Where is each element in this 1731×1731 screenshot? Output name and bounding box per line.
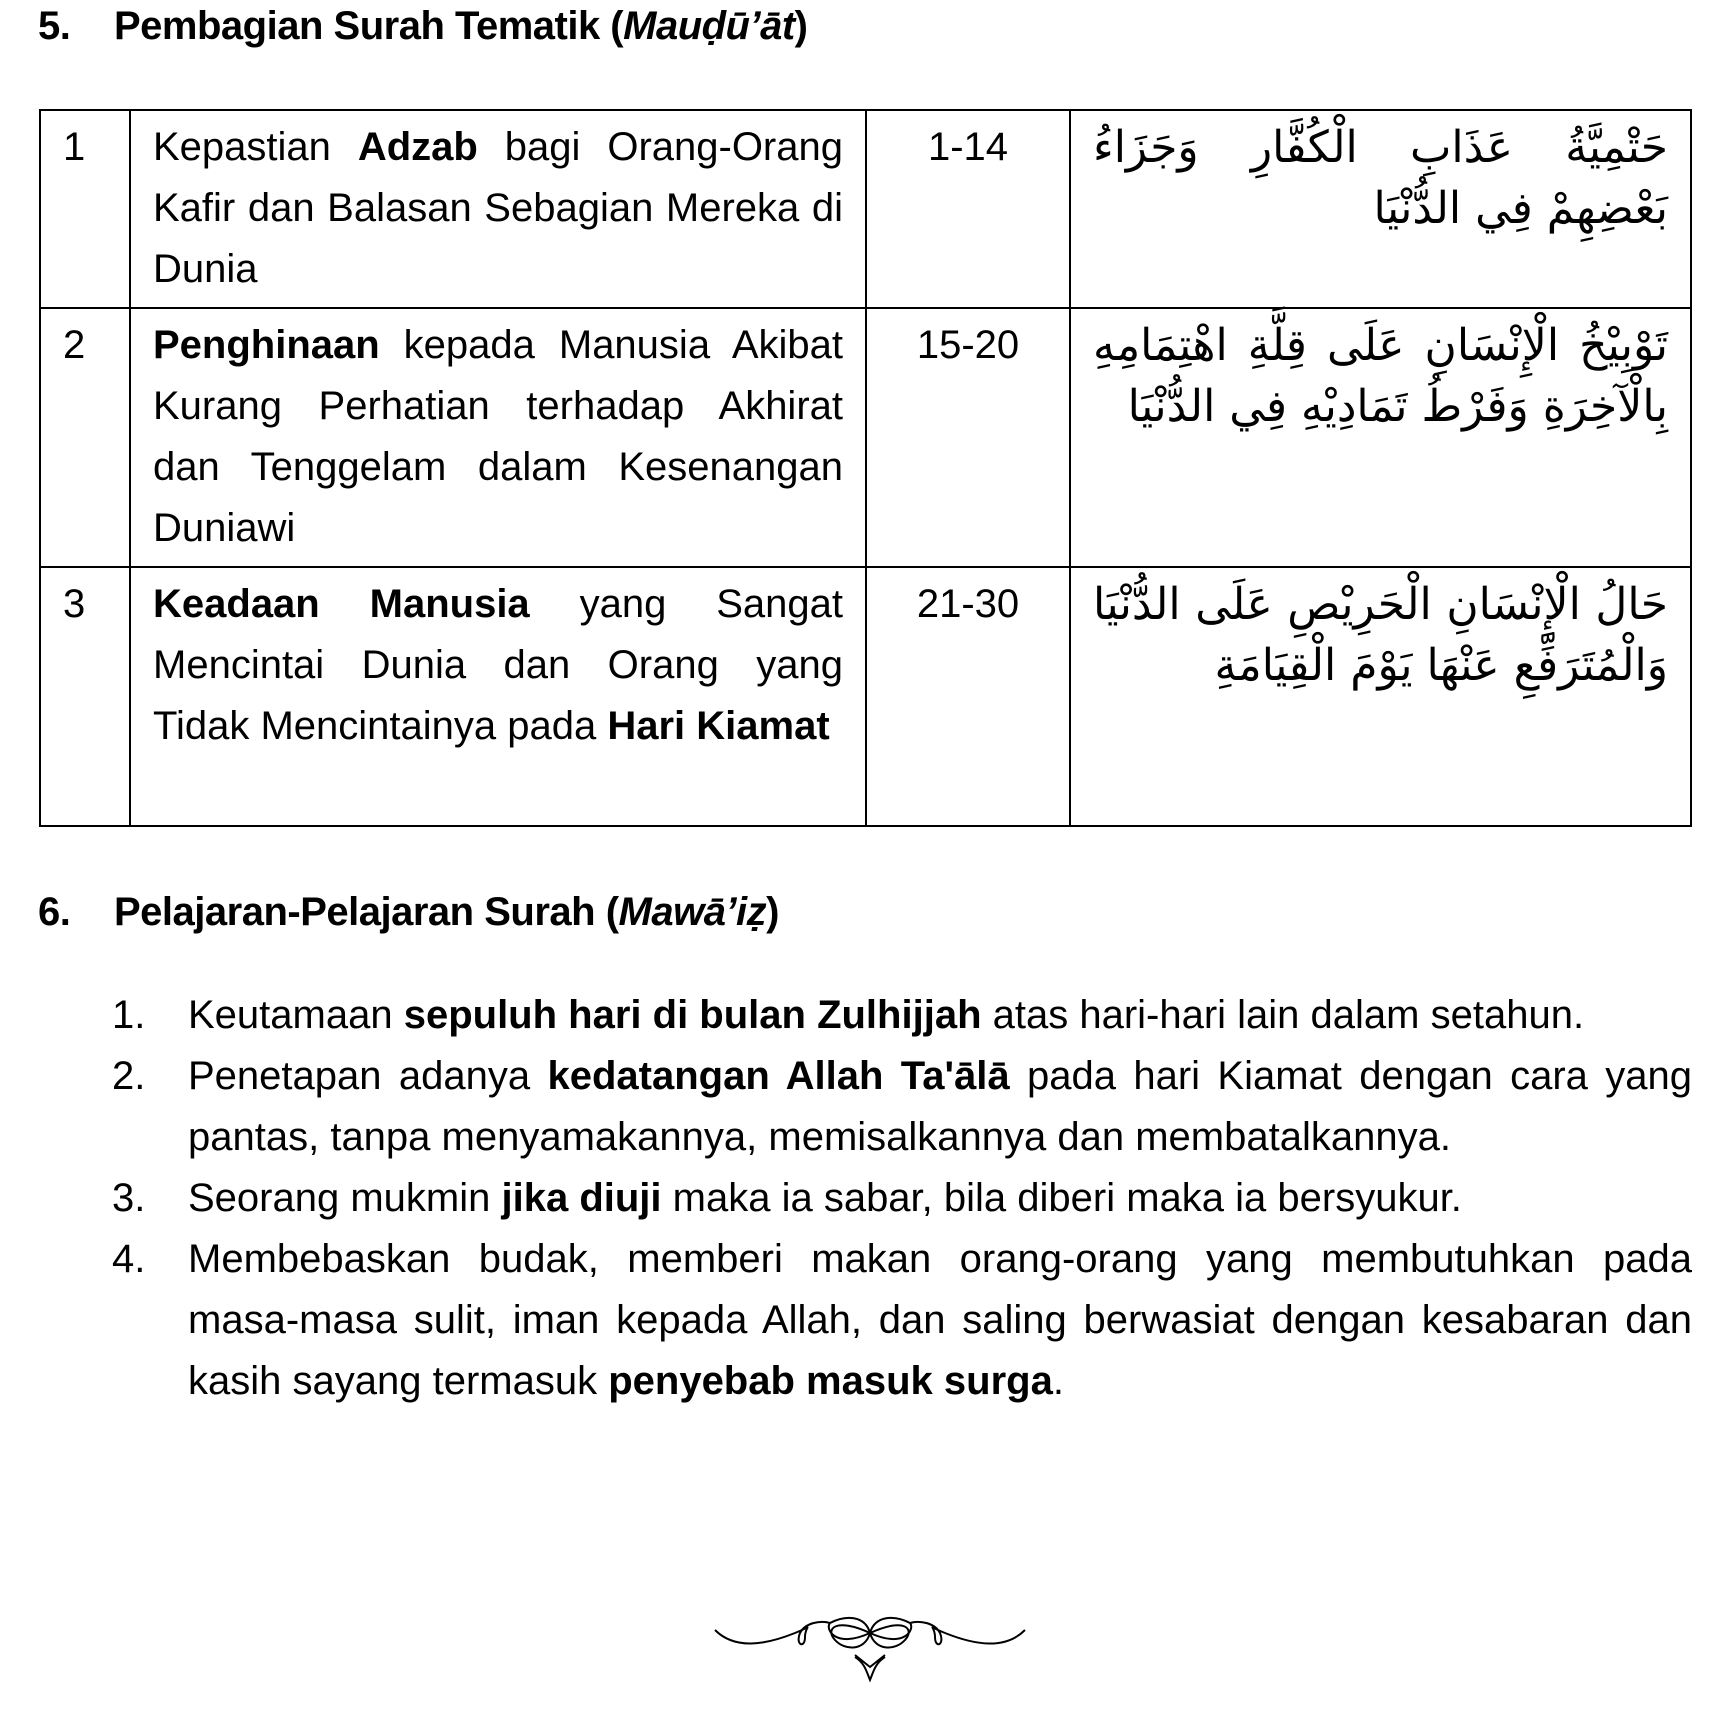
section-5-heading	[38, 4, 808, 49]
verse-range: 15-20	[866, 308, 1070, 567]
theme-number: 1	[40, 110, 130, 308]
lesson-text	[188, 1229, 1692, 1412]
section-6-heading	[38, 890, 779, 935]
text-span: Membebaskan budak, memberi makan orang-orang yang membutuhkan pada masa-masa sulit, iman kepada Allah, dan saling berwasiat dengan kesabaran dan kasih sayang termasuk	[188, 1237, 1692, 1403]
section-title-italic: Mauḍū’āt	[623, 4, 795, 48]
text-span: bagi Orang-Orang Kafir dan Balasan Sebagian Mereka di Dunia	[153, 125, 843, 291]
flourish-divider-icon	[705, 1585, 1035, 1685]
lessons-list	[112, 985, 1692, 1412]
arabic-title: حَالُ الْإِنْسَانِ الْحَرِيْصِ عَلَى الدُّنْيَا وَالْمُتَرَفِّعِ عَنْهَا يَوْمَ الْقِيَامَةِ	[1070, 567, 1691, 826]
bold-text: Hari Kiamat	[607, 704, 830, 748]
text-span: maka ia sabar, bila diberi maka ia bersyukur.	[661, 1176, 1462, 1220]
bold-text: penyebab masuk surga	[608, 1359, 1053, 1403]
text-span: atas hari-hari lain dalam setahun.	[981, 993, 1585, 1037]
lesson-number: 3.	[112, 1176, 146, 1220]
text-span: yang Sangat Mencintai Dunia dan Orang yang Tidak Mencintainya pada	[153, 582, 844, 748]
bold-text: jika diuji	[501, 1176, 662, 1220]
section-number: 5.	[38, 4, 71, 48]
lesson-text	[188, 985, 1692, 1046]
list-item	[112, 1229, 1692, 1412]
list-item	[112, 1168, 1692, 1229]
lesson-number: 4.	[112, 1237, 146, 1281]
theme-title	[130, 567, 866, 826]
bold-text: kedatangan Allah Ta'ālā	[547, 1054, 1010, 1098]
section-title-text: Pelajaran-Pelajaran Surah (	[114, 890, 619, 934]
section-number: 6.	[38, 890, 71, 934]
section-title	[114, 4, 808, 49]
lesson-number: 1.	[112, 993, 146, 1037]
text-span: .	[1052, 1359, 1064, 1403]
section-title-text: Pembagian Surah Tematik (	[114, 4, 624, 48]
section-title-italic: Mawā’iẓ	[618, 890, 767, 934]
theme-number: 2	[40, 308, 130, 567]
theme-title	[130, 110, 866, 308]
bold-text: Adzab	[357, 125, 478, 169]
theme-number: 3	[40, 567, 130, 826]
lesson-number: 2.	[112, 1054, 146, 1098]
table-row	[40, 567, 1691, 826]
text-span: Seorang mukmin	[188, 1176, 502, 1220]
arabic-title: حَتْمِيَّةُ عَذَابِ الْكُفَّارِ وَجَزَاءُ بَعْضِهِمْ فِي الدُّنْيَا	[1070, 110, 1691, 308]
bold-text: sepuluh hari di bulan Zulhijjah	[403, 993, 982, 1037]
lesson-text	[188, 1168, 1692, 1229]
arabic-title: تَوْبِيْخُ الْإِنْسَانِ عَلَى قِلَّةِ اهْتِمَامِهِ بِالْآخِرَةِ وَفَرْطُ تَمَادِيْهِ فِي الدُّنْيَا	[1070, 308, 1691, 567]
table-row	[40, 110, 1691, 308]
text-span: Kepastian	[153, 125, 358, 169]
list-item	[112, 1046, 1692, 1168]
text-span: pada hari Kiamat dengan cara yang pantas, tanpa menyamakannya, memisalkannya dan membatalkannya.	[188, 1054, 1692, 1159]
thematic-division-table	[39, 109, 1692, 827]
section-title	[114, 890, 779, 935]
text-span: Penetapan adanya	[188, 1054, 548, 1098]
text-span: kepada Manusia Akibat Kurang Perhatian terhadap Akhirat dan Tenggelam dalam Kesenangan Duniawi	[153, 323, 843, 550]
list-item	[112, 985, 1692, 1046]
bold-text: Keadaan Manusia	[153, 582, 530, 626]
lesson-text	[188, 1046, 1692, 1168]
bold-text: Penghinaan	[153, 323, 380, 367]
theme-title	[130, 308, 866, 567]
section-title-close: )	[794, 4, 808, 48]
verse-range: 1-14	[866, 110, 1070, 308]
verse-range: 21-30	[866, 567, 1070, 826]
section-title-close: )	[766, 890, 779, 934]
text-span: Keutamaan	[188, 993, 404, 1037]
table-row	[40, 308, 1691, 567]
